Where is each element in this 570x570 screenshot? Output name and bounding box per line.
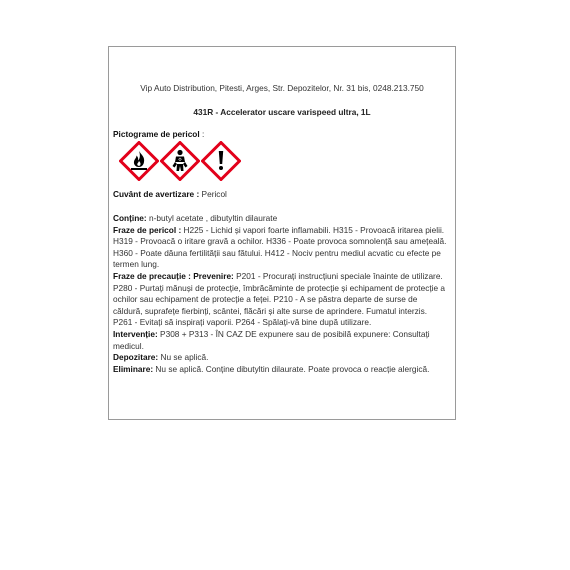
storage-heading: Depozitare:	[113, 352, 159, 363]
precaution-statements	[113, 271, 447, 329]
intervention-value: P308 + P313 - ÎN CAZ DE expunere sau de posibilă expunere: Consultați medicul.	[113, 328, 430, 351]
disposal-heading: Eliminare:	[113, 363, 154, 374]
storage-line	[113, 352, 447, 364]
signal-heading: Cuvânt de avertizare :	[113, 189, 200, 199]
contains-value: n-butyl acetate , dibutyltin dilaurate	[146, 213, 278, 223]
hazard-value: H225 - Lichid și vapori foarte inflamabili. H315 - Provoacă iritarea pielii. H319 - Provoacă o iritare gravă a ochilor. H336 - Poate provoca somnolență sau amețeală. H360 - Poate dăuna fertilității sau fătului. H412 - Nociv pentru mediul acvatic cu efecte pe termen lung.	[113, 224, 447, 270]
pictograms-section	[113, 129, 447, 141]
company-info: Vip Auto Distribution, Pitesti, Arges, Str. Depozitelor, Nr. 31 bis, 0248.213.750	[140, 83, 424, 93]
contains-line	[113, 213, 447, 225]
label-details	[113, 213, 447, 375]
signal-value: Pericol	[199, 189, 227, 199]
signal-word-section	[113, 189, 447, 201]
precaution-heading: Fraze de precauție : Prevenire:	[113, 270, 234, 281]
health-hazard-icon	[160, 141, 200, 181]
intervention-line	[113, 329, 447, 352]
precaution-value: P201 - Procurați instrucțiuni speciale înainte de utilizare. P280 - Purtați mănuși de protecție, îmbrăcăminte de protecție și echipament de protecție a ochilor sau echipament de protecție a feței. P210 - A se păstra departe de surse de căldură, suprafețe fierbinți, scântei, flăcări și alte surse de aprindere. Fumatul interzis. P261 - Evitați să inspirați vaporii. P264 - Spălați-vă bine după utilizare.	[113, 270, 446, 328]
pictogram-row	[119, 141, 241, 181]
pictograms-heading: Pictograme de pericol	[113, 129, 200, 139]
pictograms-suffix: :	[199, 129, 205, 139]
exclamation-mark-icon	[201, 141, 241, 181]
safety-label	[108, 46, 456, 420]
storage-value: Nu se aplică.	[158, 352, 209, 363]
disposal-line	[113, 364, 447, 376]
product-title: 431R - Accelerator uscare varispeed ultra, 1L	[193, 107, 371, 117]
hazard-statements	[113, 225, 447, 271]
intervention-heading: Intervenție:	[113, 328, 158, 339]
flame-icon	[119, 141, 159, 181]
disposal-value: Nu se aplică. Conține dibutyltin dilaurate. Poate provoca o reacție alergică.	[153, 363, 430, 374]
hazard-heading: Fraze de pericol :	[113, 224, 182, 235]
contains-heading: Conține:	[113, 213, 147, 223]
